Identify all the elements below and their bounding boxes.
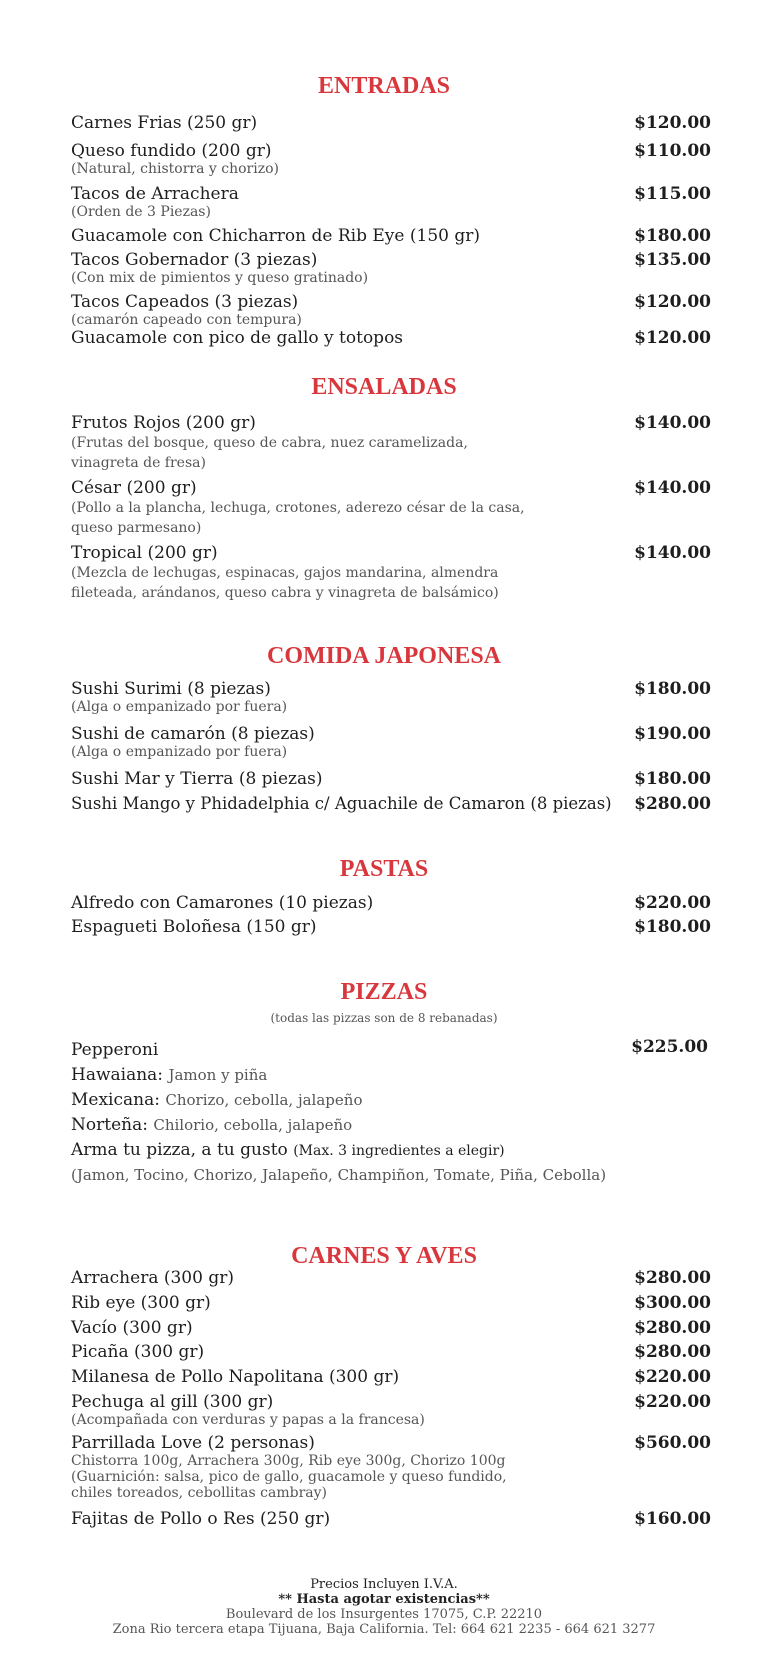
item-price: $180.00 bbox=[634, 226, 711, 246]
pizza-note: (Max. 3 ingredientes a elegir) bbox=[293, 1143, 505, 1159]
item-name: Sushi Surimi (8 piezas) bbox=[71, 679, 271, 699]
section-title-japonesa: COMIDA JAPONESA bbox=[266, 643, 501, 669]
item-name: Queso fundido (200 gr) bbox=[71, 141, 272, 161]
menu-item bbox=[71, 1433, 711, 1501]
item-description: (camarón capeado con tempura) bbox=[71, 312, 302, 328]
section-title-entradas: ENTRADAS bbox=[317, 73, 451, 99]
pizza-name: Hawaiana: bbox=[71, 1065, 164, 1085]
item-price: $140.00 bbox=[634, 543, 711, 563]
item-price: $120.00 bbox=[634, 292, 711, 312]
section-title-carnes: CARNES Y AVES bbox=[291, 1243, 477, 1269]
menu-item bbox=[71, 1293, 711, 1313]
item-price: $220.00 bbox=[634, 1392, 711, 1412]
menu-item bbox=[71, 917, 711, 937]
item-name: Tacos de Arrachera bbox=[71, 184, 239, 204]
item-price: $220.00 bbox=[634, 893, 711, 913]
menu-item bbox=[71, 250, 711, 286]
item-price: $280.00 bbox=[634, 1342, 711, 1362]
item-name: Carnes Frias (250 gr) bbox=[71, 113, 258, 133]
pizza-name: Arma tu pizza, a tu gusto bbox=[71, 1140, 288, 1160]
footer-contact: Zona Rio tercera etapa Tijuana, Baja California. Tel: 664 621 2235 - 664 621 3277 bbox=[112, 1622, 656, 1637]
item-description: (Frutas del bosque, queso de cabra, nuez caramelizada, bbox=[71, 435, 468, 451]
item-name: Parrillada Love (2 personas) bbox=[71, 1433, 315, 1453]
pizza-mexicana bbox=[71, 1089, 362, 1111]
item-description: (Alga o empanizado por fuera) bbox=[71, 744, 288, 760]
pizza-price: $225.00 bbox=[631, 1037, 708, 1057]
item-description: fileteada, arándanos, queso cabra y vinagreta de balsámico) bbox=[71, 585, 499, 601]
menu-item bbox=[71, 1367, 711, 1387]
menu-item bbox=[71, 724, 711, 760]
menu-item bbox=[71, 292, 711, 328]
item-description: Chistorra 100g, Arrachera 300g, Rib eye 300g, Chorizo 100g bbox=[71, 1453, 506, 1469]
item-price: $120.00 bbox=[634, 113, 711, 133]
menu-item bbox=[71, 478, 711, 538]
menu-item bbox=[71, 1268, 711, 1288]
item-description: (Acompañada con verduras y papas a la francesa) bbox=[71, 1412, 425, 1428]
item-price: $180.00 bbox=[634, 769, 711, 789]
item-price: $280.00 bbox=[634, 1268, 711, 1288]
item-description: (Pollo a la plancha, lechuga, crotones, aderezo césar de la casa, bbox=[71, 500, 525, 516]
item-name: Sushi de camarón (8 piezas) bbox=[71, 724, 315, 744]
item-description: chiles toreados, cebollitas cambray) bbox=[71, 1485, 327, 1501]
menu-item bbox=[71, 413, 711, 473]
item-name: Vacío (300 gr) bbox=[71, 1318, 193, 1338]
item-description: vinagreta de fresa) bbox=[71, 455, 206, 471]
item-price: $140.00 bbox=[634, 478, 711, 498]
item-description: queso parmesano) bbox=[71, 520, 202, 536]
pizzas-note: (todas las pizzas son de 8 rebanadas) bbox=[270, 1011, 498, 1025]
menu-item bbox=[71, 769, 711, 789]
item-description: (Orden de 3 Piezas) bbox=[71, 204, 211, 220]
item-price: $120.00 bbox=[634, 328, 711, 348]
item-price: $300.00 bbox=[634, 1293, 711, 1313]
footer-address: Boulevard de los Insurgentes 17075, C.P. 22210 bbox=[225, 1607, 543, 1622]
item-name: Picaña (300 gr) bbox=[71, 1342, 205, 1362]
footer-iva: Precios Incluyen I.V.A. bbox=[310, 1577, 458, 1592]
menu-item bbox=[71, 679, 711, 715]
item-name: Arrachera (300 gr) bbox=[71, 1268, 234, 1288]
item-price: $190.00 bbox=[634, 724, 711, 744]
pizza-nortena bbox=[71, 1114, 352, 1136]
item-price: $180.00 bbox=[634, 917, 711, 937]
item-price: $115.00 bbox=[634, 184, 711, 204]
menu-item bbox=[71, 141, 711, 177]
item-price: $140.00 bbox=[634, 413, 711, 433]
pizza-pepperoni bbox=[71, 1039, 158, 1061]
item-name: Pechuga al gill (300 gr) bbox=[71, 1392, 274, 1412]
item-name: Tacos Gobernador (3 piezas) bbox=[71, 250, 318, 270]
menu-item bbox=[71, 893, 711, 913]
item-name: Alfredo con Camarones (10 piezas) bbox=[71, 893, 374, 913]
item-price: $280.00 bbox=[634, 1318, 711, 1338]
item-name: Espagueti Boloñesa (150 gr) bbox=[71, 917, 317, 937]
menu-item bbox=[71, 794, 711, 814]
item-description: (Alga o empanizado por fuera) bbox=[71, 699, 288, 715]
footer-stock: ** Hasta agotar existencias** bbox=[278, 1592, 490, 1607]
item-name: Frutos Rojos (200 gr) bbox=[71, 413, 256, 433]
footer bbox=[0, 1577, 768, 1637]
section-title-pastas: PASTAS bbox=[339, 856, 429, 882]
item-description: (Natural, chistorra y chorizo) bbox=[71, 161, 279, 177]
item-name: Guacamole con pico de gallo y totopos bbox=[71, 328, 404, 348]
item-description: (Mezcla de lechugas, espinacas, gajos mandarina, almendra bbox=[71, 565, 499, 581]
pizza-arma bbox=[71, 1139, 505, 1162]
item-name: Fajitas de Pollo o Res (250 gr) bbox=[71, 1509, 331, 1529]
pizza-ingredients: (Jamon, Tocino, Chorizo, Jalapeño, Champiñon, Tomate, Piña, Cebolla) bbox=[71, 1166, 607, 1184]
menu-item bbox=[71, 1392, 711, 1428]
item-price: $180.00 bbox=[634, 679, 711, 699]
menu-item bbox=[71, 226, 711, 246]
section-title-ensaladas: ENSALADAS bbox=[311, 374, 457, 400]
pizza-description: Chorizo, cebolla, jalapeño bbox=[165, 1091, 363, 1109]
item-name: Rib eye (300 gr) bbox=[71, 1293, 211, 1313]
item-price: $135.00 bbox=[634, 250, 711, 270]
item-name: César (200 gr) bbox=[71, 478, 197, 498]
item-name: Sushi Mango y Phidadelphia c/ Aguachile de Camaron (8 piezas) bbox=[71, 794, 612, 813]
item-price: $560.00 bbox=[634, 1433, 711, 1453]
pizza-hawaiana bbox=[71, 1064, 267, 1086]
item-description: (Guarnición: salsa, pico de gallo, guacamole y queso fundido, bbox=[71, 1469, 507, 1485]
menu-item bbox=[71, 543, 711, 603]
item-price: $220.00 bbox=[634, 1367, 711, 1387]
pizza-description: Chilorio, cebolla, jalapeño bbox=[153, 1116, 353, 1134]
pizza-name: Pepperoni bbox=[71, 1040, 159, 1060]
item-name: Milanesa de Pollo Napolitana (300 gr) bbox=[71, 1367, 400, 1387]
item-name: Sushi Mar y Tierra (8 piezas) bbox=[71, 769, 323, 789]
menu-item bbox=[71, 113, 711, 133]
pizza-name: Norteña: bbox=[71, 1115, 148, 1135]
item-description: (Con mix de pimientos y queso gratinado) bbox=[71, 270, 369, 286]
menu-item bbox=[71, 1342, 711, 1362]
pizza-name: Mexicana: bbox=[71, 1090, 160, 1110]
item-name: Tacos Capeados (3 piezas) bbox=[71, 292, 299, 312]
menu-item bbox=[71, 1318, 711, 1338]
item-price: $110.00 bbox=[634, 141, 711, 161]
menu-item bbox=[71, 1509, 711, 1529]
item-name: Guacamole con Chicharron de Rib Eye (150 gr) bbox=[71, 226, 480, 246]
menu-item bbox=[71, 328, 711, 348]
pizza-description: Jamon y piña bbox=[168, 1066, 268, 1084]
section-title-pizzas: PIZZAS bbox=[340, 979, 428, 1005]
item-price: $160.00 bbox=[634, 1509, 711, 1529]
item-price: $280.00 bbox=[634, 794, 711, 814]
menu-item bbox=[71, 184, 711, 220]
item-name: Tropical (200 gr) bbox=[71, 543, 218, 563]
pizza-ingredientes bbox=[71, 1164, 606, 1186]
